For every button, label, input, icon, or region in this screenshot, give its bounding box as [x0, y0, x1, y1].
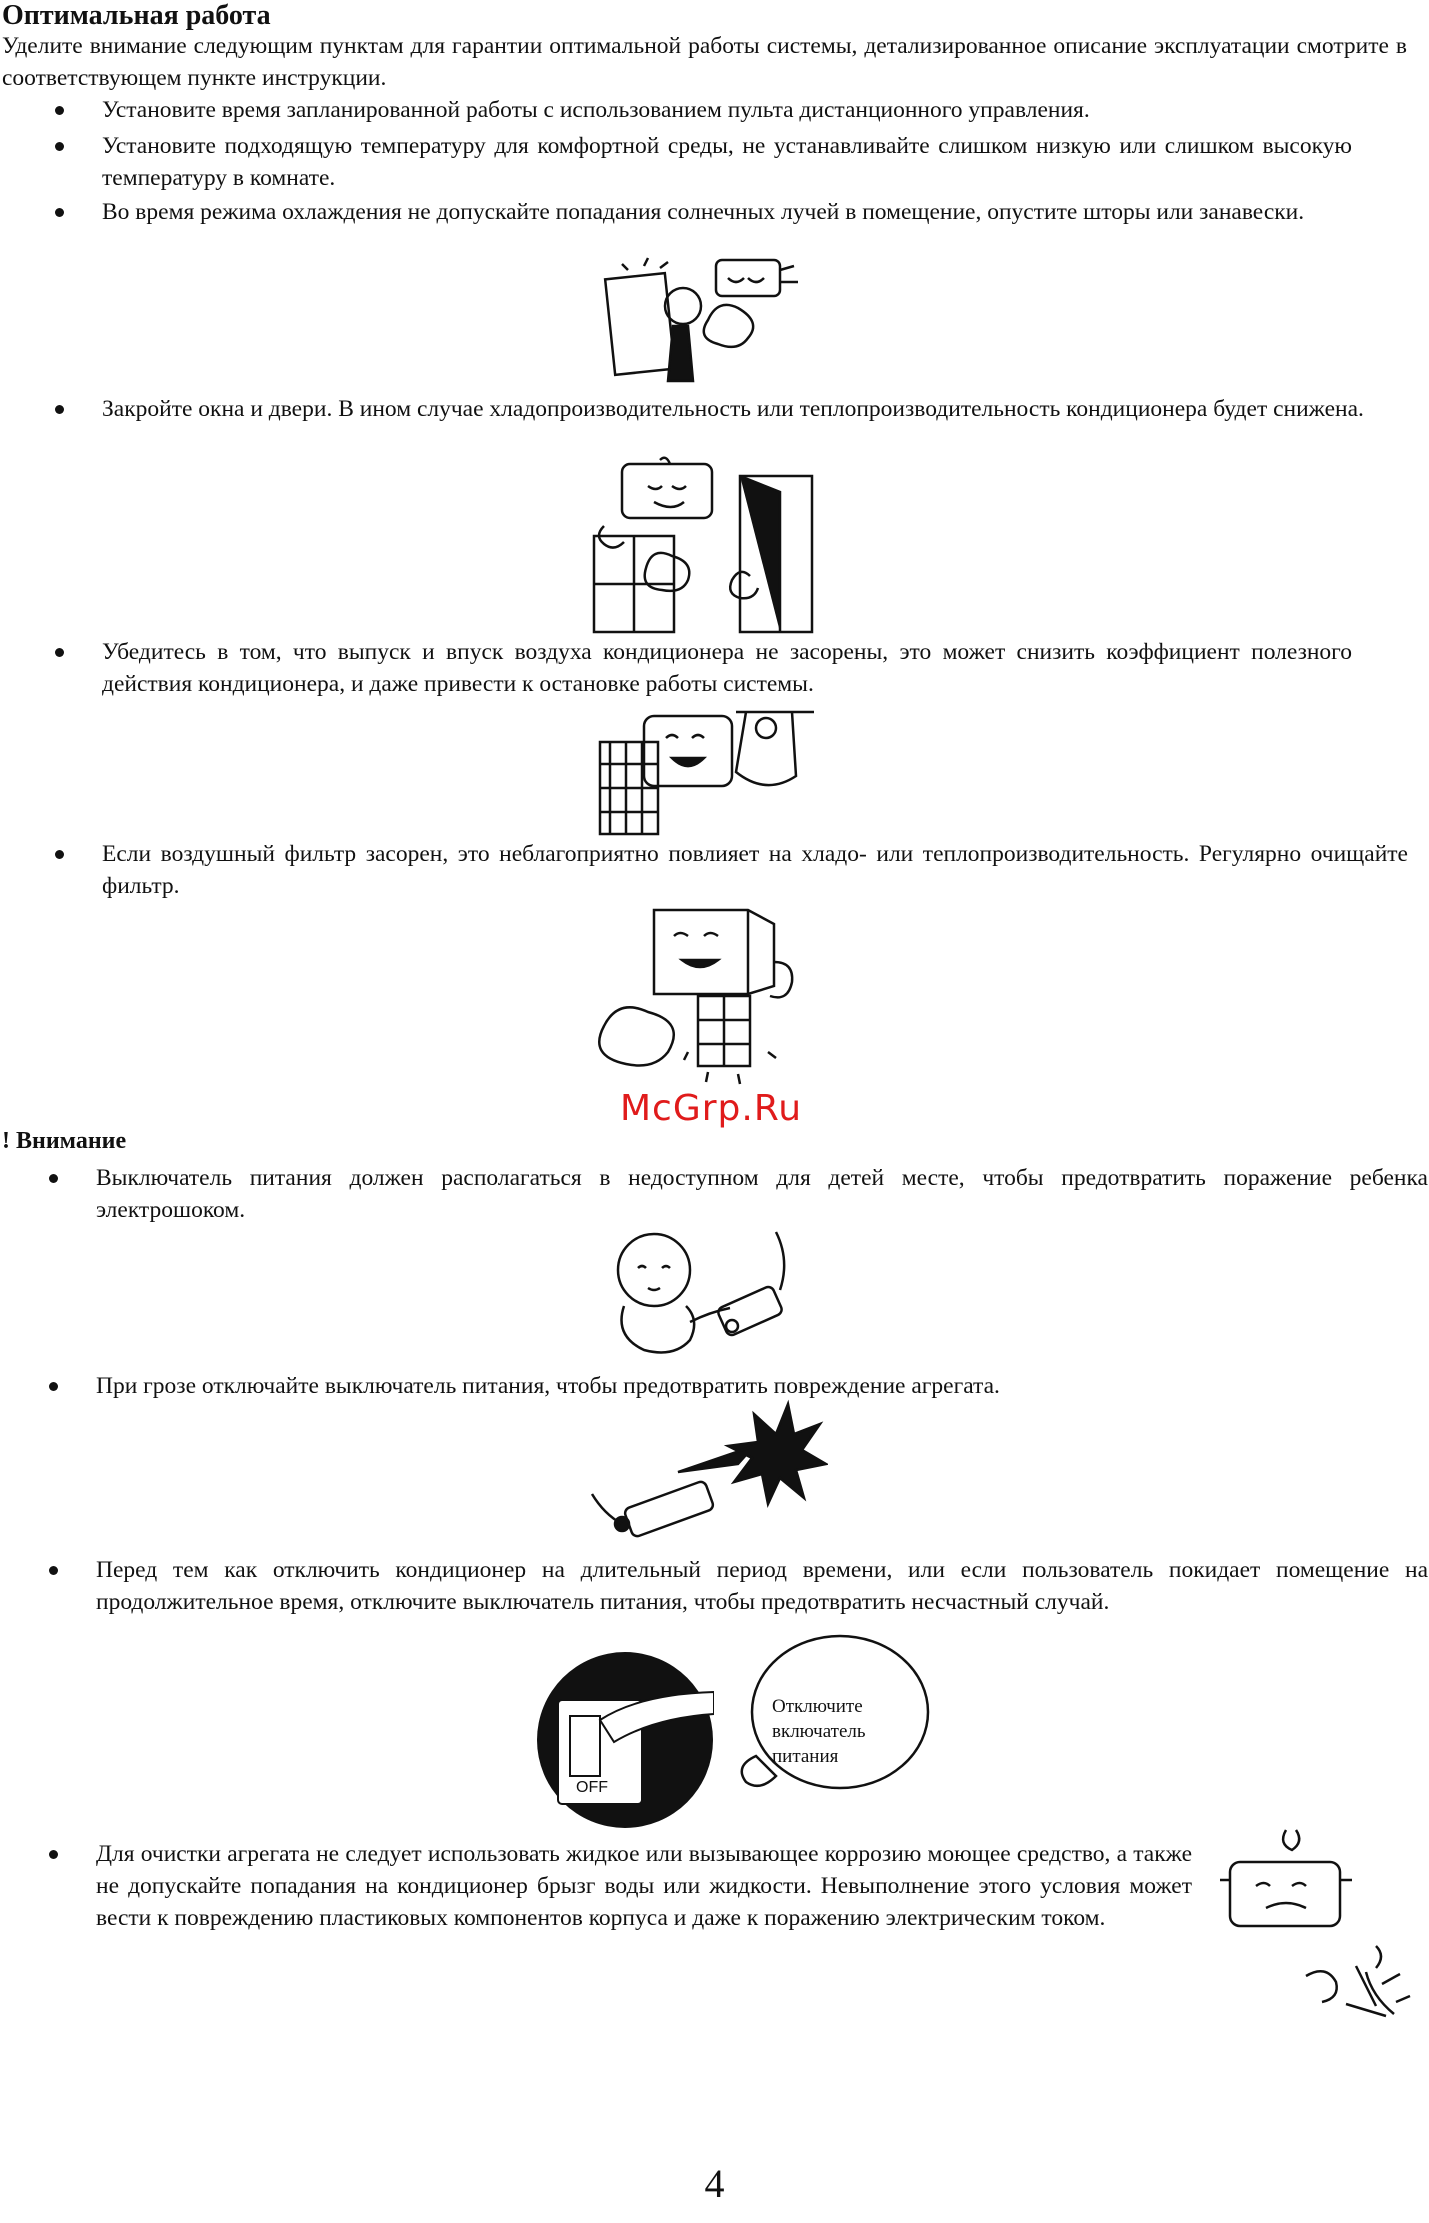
child-socket-illustration [604, 1230, 804, 1360]
sun-curtain-illustration [598, 256, 816, 392]
list-item [52, 636, 1352, 700]
bullet-icon [52, 636, 66, 668]
list-item [46, 1554, 1428, 1618]
dirty-filter-illustration [598, 902, 824, 1092]
watermark: McGrp.Ru [620, 1088, 803, 1129]
list-item-text: Выключатель питания должен располагаться в недоступном для детей месте, чтобы предотвратить поражение ребенка электрошоком. [96, 1165, 1428, 1223]
list-item [52, 130, 1352, 194]
list-item-text: Закройте окна и двери. В ином случае хладопроизводительность или теплопроизводительность кондиционера будет снижена. [102, 396, 1364, 422]
list-item [46, 1162, 1428, 1226]
bubble-text [772, 1694, 866, 1769]
list-item [52, 94, 1408, 126]
list-item-text: Установите подходящую температуру для комфортной среды, не устанавливайте слишком низкую или слишком высокую температуру в комнате. [102, 133, 1352, 191]
bubble-line: питания [772, 1746, 839, 1767]
bullet-icon [46, 1370, 60, 1402]
water-splash-illustration [1216, 1826, 1416, 2026]
list-item [52, 196, 1408, 228]
switch-off-label: OFF [576, 1779, 608, 1796]
warning-title: ! Внимание [2, 1128, 127, 1154]
page-number: 4 [704, 2161, 725, 2206]
list-item [46, 1838, 1192, 1934]
section-title: Оптимальная работа [2, 0, 271, 31]
list-item-text: При грозе отключайте выключатель питания, чтобы предотвратить повреждение агрегата. [96, 1373, 1000, 1399]
lightning-illustration [588, 1394, 828, 1542]
bullet-icon [46, 1162, 60, 1194]
list-item-text: Для очистки агрегата не следует использовать жидкое или вызывающее коррозию моющее средство, а также не допускайте попадания на кондиционер брызг воды или жидкости. Невыполнение этого условия может вести к повреждению пластиковых компонентов корпуса и даже к поражению электрическим током. [96, 1841, 1192, 1931]
blocked-airflow-illustration [596, 702, 822, 838]
list-item-text: Установите время запланированной работы с использованием пульта дистанционного управления. [102, 97, 1090, 123]
bullet-icon [46, 1554, 60, 1586]
switch-off-illustration [536, 1640, 714, 1836]
bullet-icon [52, 94, 66, 126]
window-door-illustration [590, 456, 820, 638]
bubble-line: Отключите [772, 1696, 863, 1717]
list-item [52, 838, 1408, 902]
list-item [52, 393, 1408, 425]
bullet-icon [52, 838, 66, 870]
list-item-text: Во время режима охлаждения не допускайте попадания солнечных лучей в помещение, опустите шторы или занавески. [102, 199, 1305, 225]
list-item-text: Убедитесь в том, что выпуск и впуск воздуха кондиционера не засорены, это может снизить коэффициент полезного действия кондиционера, и даже привести к остановке работы системы. [102, 639, 1352, 697]
bullet-icon [52, 393, 66, 425]
list-item-text: Перед тем как отключить кондиционер на длительный период времени, или если пользователь покидает помещение на продолжительное время, отключите выключатель питания, чтобы предотвратить несчастный случай. [96, 1557, 1428, 1615]
intro-paragraph: Уделите внимание следующим пунктам для гарантии оптимальной работы системы, детализированное описание эксплуатации смотрите в соответствующем пункте инструкции. [2, 33, 1407, 91]
bullet-icon [52, 196, 66, 228]
bubble-line: включатель [772, 1721, 866, 1742]
bullet-icon [46, 1838, 60, 1870]
bullet-icon [52, 130, 66, 162]
list-item-text: Если воздушный фильтр засорен, это неблагоприятно повлияет на хладо- или теплопроизводительность. Регулярно очищайте фильтр. [102, 841, 1408, 899]
